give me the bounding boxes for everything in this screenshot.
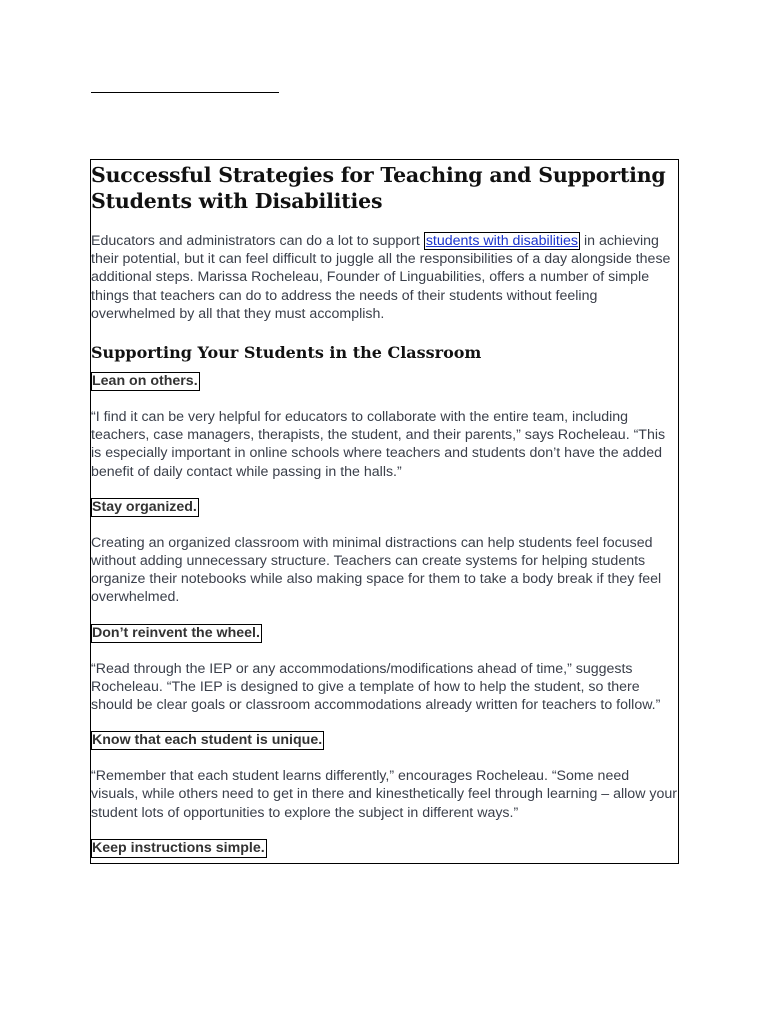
students-with-disabilities-link[interactable]: students with disabilities (425, 233, 579, 249)
tip-text: Creating an organized classroom with minimal distractions can help students feel focused without adding unnecessary structure. Teachers can create systems for helping students organize their notebooks while also making space for them to take a body break if they feel overwhelmed. (91, 534, 662, 606)
tip-item (91, 731, 678, 822)
tip-item (91, 498, 678, 607)
top-rule-divider (91, 92, 279, 93)
tip-heading: Stay organized. (92, 498, 197, 515)
tip-item (91, 372, 678, 481)
article-title: Successful Strategies for Teaching and Supporting Students with Disabilities (91, 163, 666, 213)
intro-text-start: Educators and administrators can do a lot to support (91, 233, 424, 249)
article-container (90, 159, 679, 864)
tip-item (91, 624, 678, 715)
tip-text: “I find it can be very helpful for educators to collaborate with the entire team, including teachers, case managers, therapists, the student, and their parents,” says Rocheleau. “This is especially important in online schools where teachers and students don’t have the added benefit of daily contact while passing in the halls.” (91, 409, 666, 480)
intro-text-end: in achieving their potential, but it can feel difficult to juggle all the responsibilities of a day alongside these additional steps. Marissa Rocheleau, Founder of Linguabilities, offers a number of simple things that teachers can do to address the needs of their students without feeling overwhelmed by all that they must accomplish. (91, 233, 671, 322)
section-heading: Supporting Your Students in the Classroom (91, 343, 482, 363)
tip-heading: Know that each student is unique. (92, 732, 323, 749)
tip-heading: Lean on others. (92, 373, 198, 390)
intro-paragraph (91, 232, 678, 323)
tip-text: “Remember that each student learns differently,” encourages Rocheleau. “Some need visuals, while others need to get in there and kinesthetically feel through learning – allow your student lots of opportunities to explore the subject in different ways.” (91, 768, 677, 821)
tip-heading: Don’t reinvent the wheel. (92, 624, 260, 641)
tip-item (91, 839, 678, 858)
tip-text: “Read through the IEP or any accommodations/modifications ahead of time,” suggests Rocheleau. “The IEP is designed to give a template of how to help the student, so there should be clear goals or classroom accommodations already written for teachers to follow.” (91, 660, 661, 714)
tip-heading: Keep instructions simple. (92, 839, 265, 856)
